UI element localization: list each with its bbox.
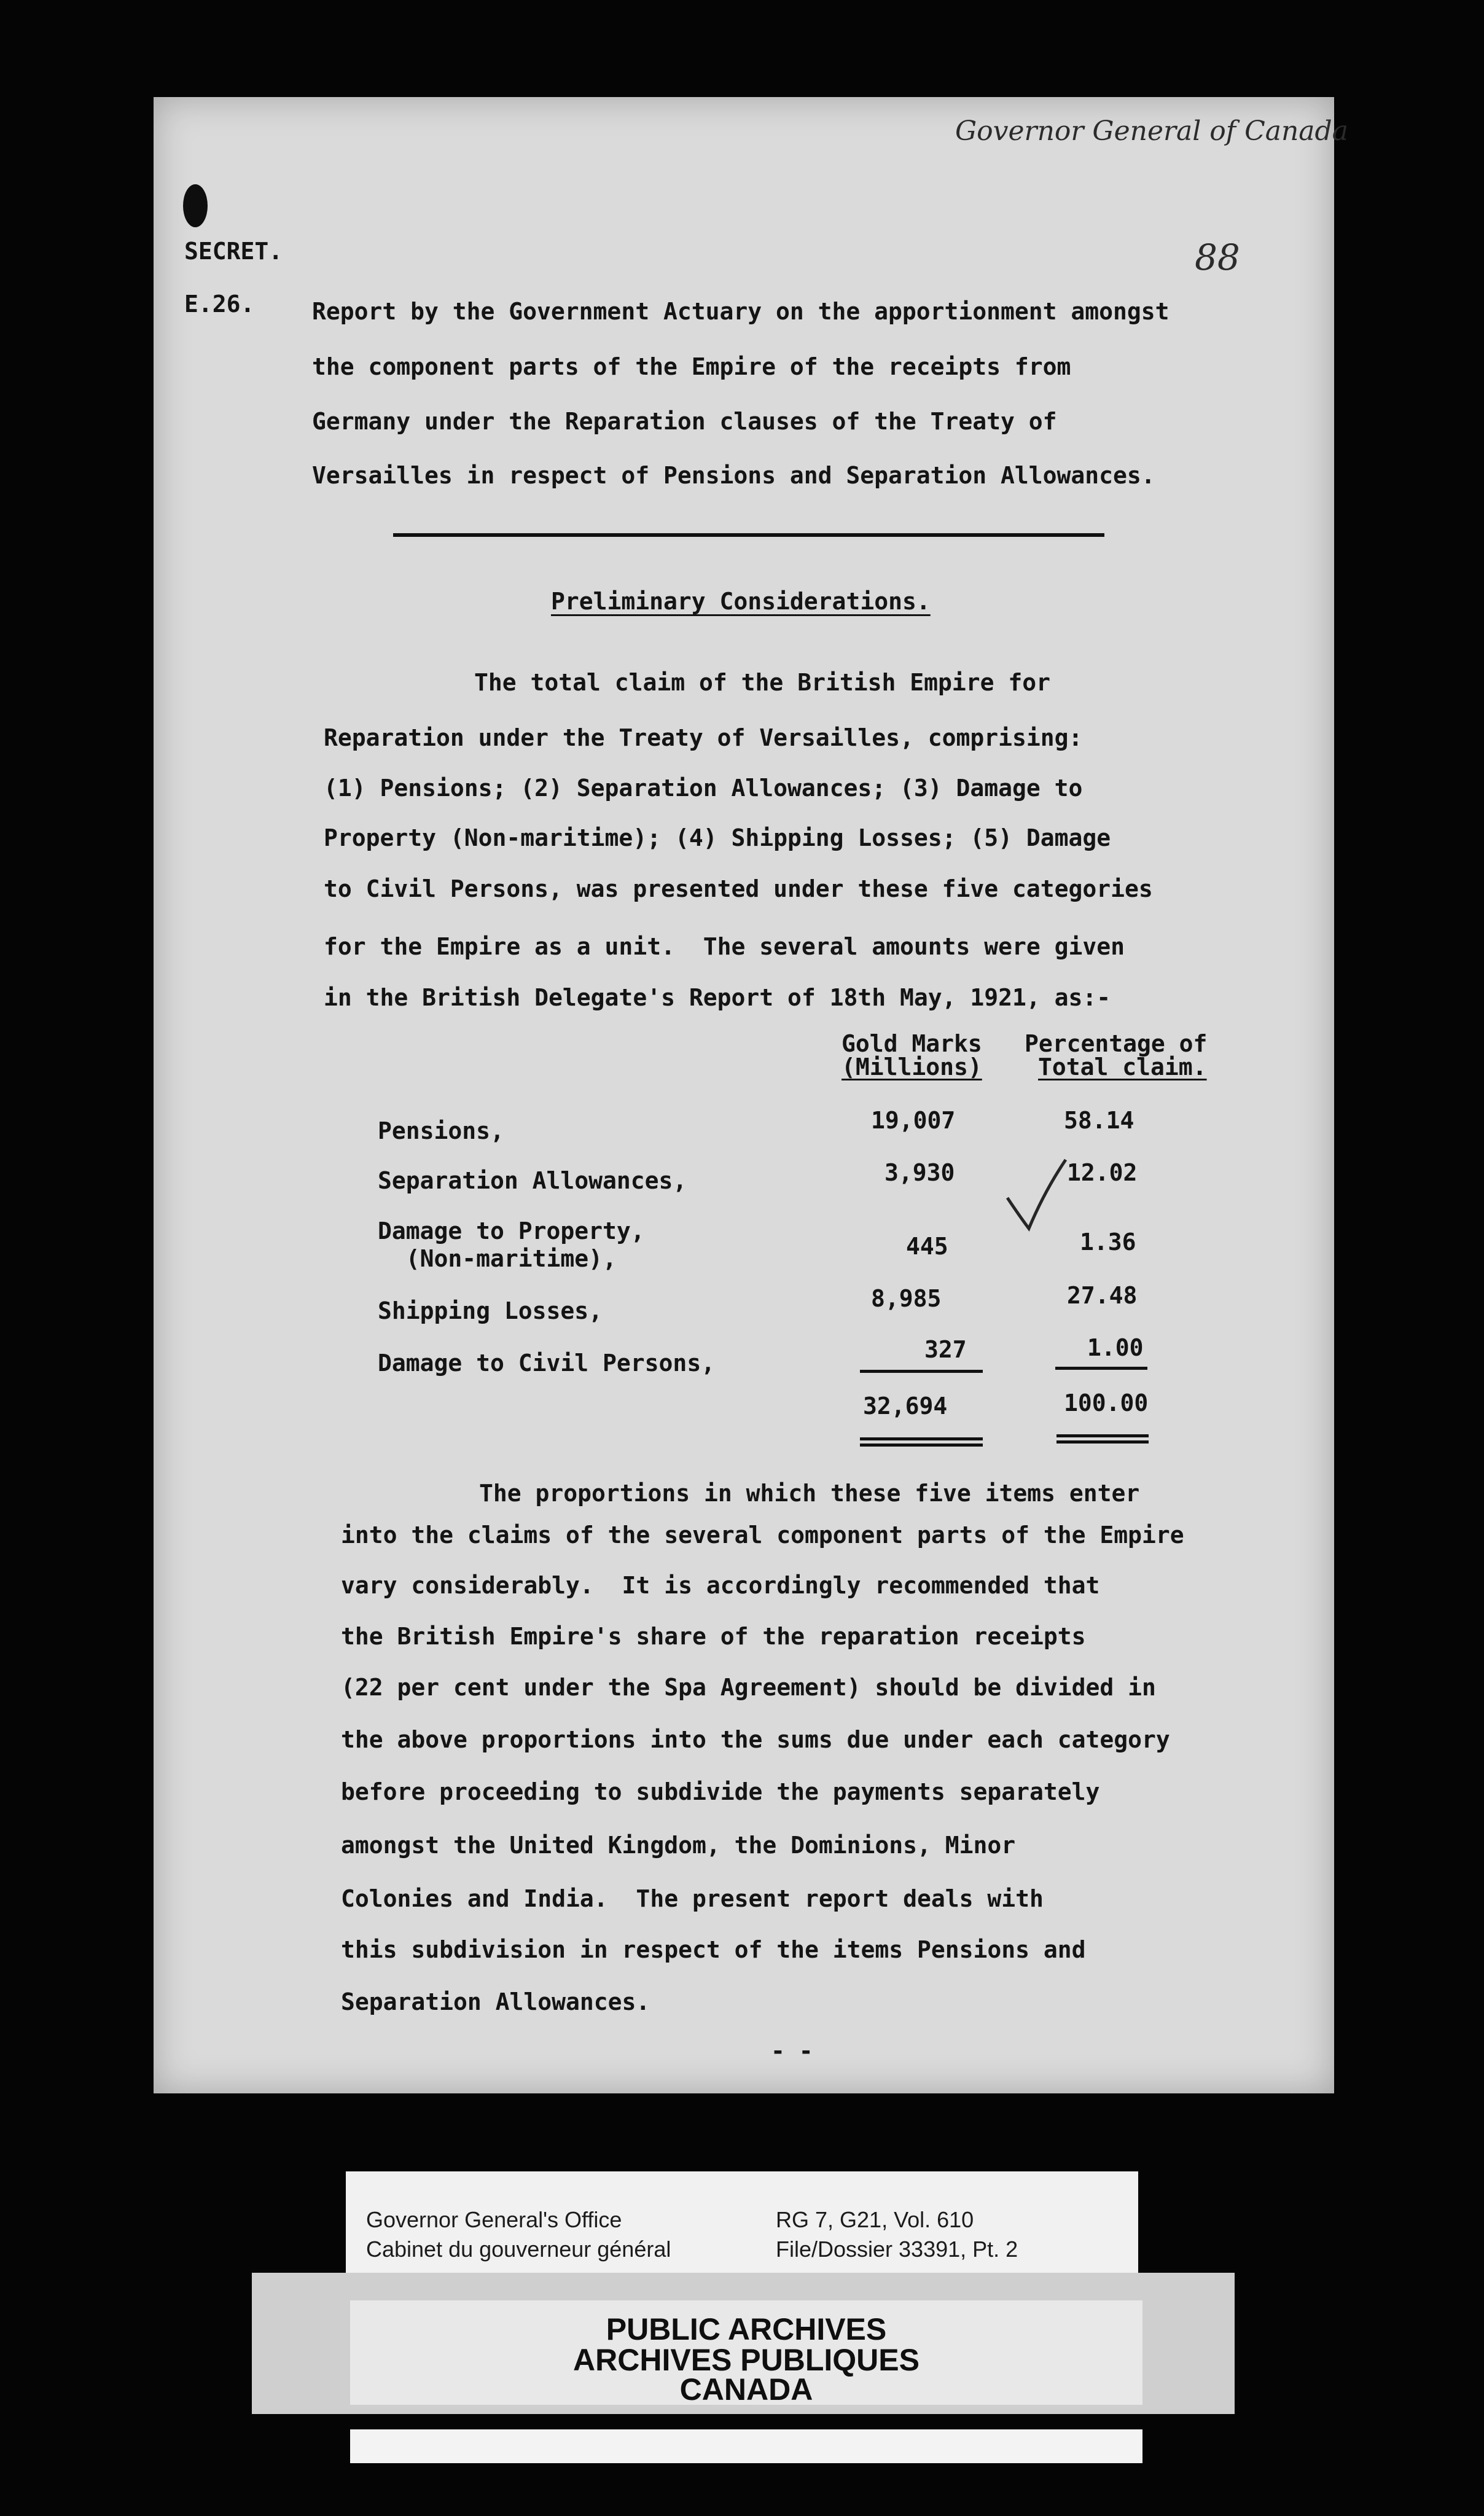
document-reference: E.26. (184, 291, 255, 318)
title-line: Versailles in respect of Pensions and Separation Allowances. (312, 462, 1155, 489)
archive-record-group: RG 7, G21, Vol. 610 (776, 2207, 974, 2232)
stamp-line: ARCHIVES PUBLIQUES (573, 2343, 920, 2377)
column-header-total-claim: Total claim. (1038, 1053, 1207, 1080)
table-cell-marks: 19,007 (871, 1107, 956, 1134)
paragraph-line: (22 per cent under the Spa Agreement) should be divided in (341, 1674, 1156, 1701)
paragraph-line: amongst the United Kingdom, the Dominions, Minor (341, 1832, 1016, 1859)
stamp-line: PUBLIC ARCHIVES (606, 2312, 887, 2346)
table-cell-percentage: 1.36 (1080, 1229, 1136, 1256)
sum-rule (860, 1370, 983, 1373)
handwritten-annotation: Governor General of Canada (955, 115, 1348, 147)
paragraph-line: Separation Allowances. (341, 1988, 650, 2015)
column-header-percentage: Percentage of (1025, 1030, 1208, 1057)
page-footer-mark: - - (771, 2037, 813, 2065)
paragraph-line: Reparation under the Treaty of Versailles, comprising: (324, 724, 1083, 751)
paragraph-line: the British Empire's share of the reparation receipts (341, 1623, 1086, 1650)
paragraph-line: to Civil Persons, was presented under these five categories (324, 875, 1153, 902)
sum-rule (1055, 1367, 1147, 1370)
archive-file-number: File/Dossier 33391, Pt. 2 (776, 2237, 1018, 2262)
table-row-label: Separation Allowances, (378, 1167, 687, 1194)
total-double-rule (860, 1444, 983, 1447)
title-line: Germany under the Reparation clauses of the Treaty of (312, 408, 1057, 435)
total-double-rule (1056, 1440, 1149, 1444)
handwritten-checkmark (1001, 1155, 1069, 1235)
table-cell-marks: 8,985 (871, 1285, 942, 1312)
archive-stamp (350, 2300, 1142, 2405)
archive-office-fr: Cabinet du gouverneur général (366, 2237, 671, 2262)
ink-blot (183, 184, 208, 227)
table-total-percentage: 100.00 (1064, 1389, 1149, 1416)
section-heading: Preliminary Considerations. (551, 588, 931, 615)
paragraph-line: in the British Delegate's Report of 18th May, 1921, as:- (324, 984, 1111, 1011)
total-double-rule (1056, 1434, 1149, 1437)
title-line: the component parts of the Empire of the receipts from (312, 353, 1071, 380)
paragraph-line: The proportions in which these five items enter (479, 1480, 1140, 1507)
handwritten-page-number: 88 (1195, 236, 1240, 278)
table-row-label-continued: (Non-maritime), (378, 1245, 617, 1272)
table-cell-marks: 327 (924, 1336, 967, 1363)
table-cell-percentage: 27.48 (1067, 1282, 1138, 1309)
table-cell-percentage: 58.14 (1064, 1107, 1134, 1134)
paragraph-line: into the claims of the several component parts of the Empire (341, 1522, 1184, 1549)
paragraph-line: Colonies and India. The present report deals with (341, 1885, 1044, 1912)
stamp-line: CANADA (679, 2372, 813, 2407)
classification-marking: SECRET. (184, 238, 283, 265)
table-total-marks: 32,694 (863, 1393, 948, 1420)
paragraph-line: The total claim of the British Empire for (474, 669, 1050, 696)
total-double-rule (860, 1437, 983, 1440)
archive-office-en: Governor General's Office (366, 2207, 622, 2232)
paragraph-line: Property (Non-maritime); (4) Shipping Losses; (5) Damage (324, 824, 1111, 851)
column-header-gold-marks-unit: (Millions) (842, 1053, 982, 1080)
table-row-label: Damage to Civil Persons, (378, 1350, 716, 1377)
table-row-label: Shipping Losses, (378, 1297, 603, 1324)
paragraph-line: for the Empire as a unit. The several amounts were given (324, 933, 1125, 960)
title-line: Report by the Government Actuary on the apportionment amongst (312, 298, 1170, 325)
table-row-label: Damage to Property, (378, 1217, 645, 1244)
archive-strip (350, 2429, 1142, 2463)
table-cell-marks: 3,930 (885, 1159, 955, 1186)
paragraph-line: the above proportions into the sums due under each category (341, 1726, 1170, 1753)
table-cell-percentage: 12.02 (1067, 1159, 1138, 1186)
table-cell-percentage: 1.00 (1087, 1334, 1144, 1361)
column-header-gold-marks: Gold Marks (842, 1030, 982, 1057)
table-cell-marks: 445 (906, 1233, 948, 1260)
paragraph-line: before proceeding to subdivide the payments separately (341, 1778, 1100, 1805)
paragraph-line: vary considerably. It is accordingly recommended that (341, 1572, 1100, 1599)
paragraph-line: (1) Pensions; (2) Separation Allowances; (3) Damage to (324, 775, 1083, 802)
title-underline (393, 533, 1104, 537)
table-row-label: Pensions, (378, 1117, 504, 1144)
paragraph-line: this subdivision in respect of the items Pensions and (341, 1936, 1086, 1963)
